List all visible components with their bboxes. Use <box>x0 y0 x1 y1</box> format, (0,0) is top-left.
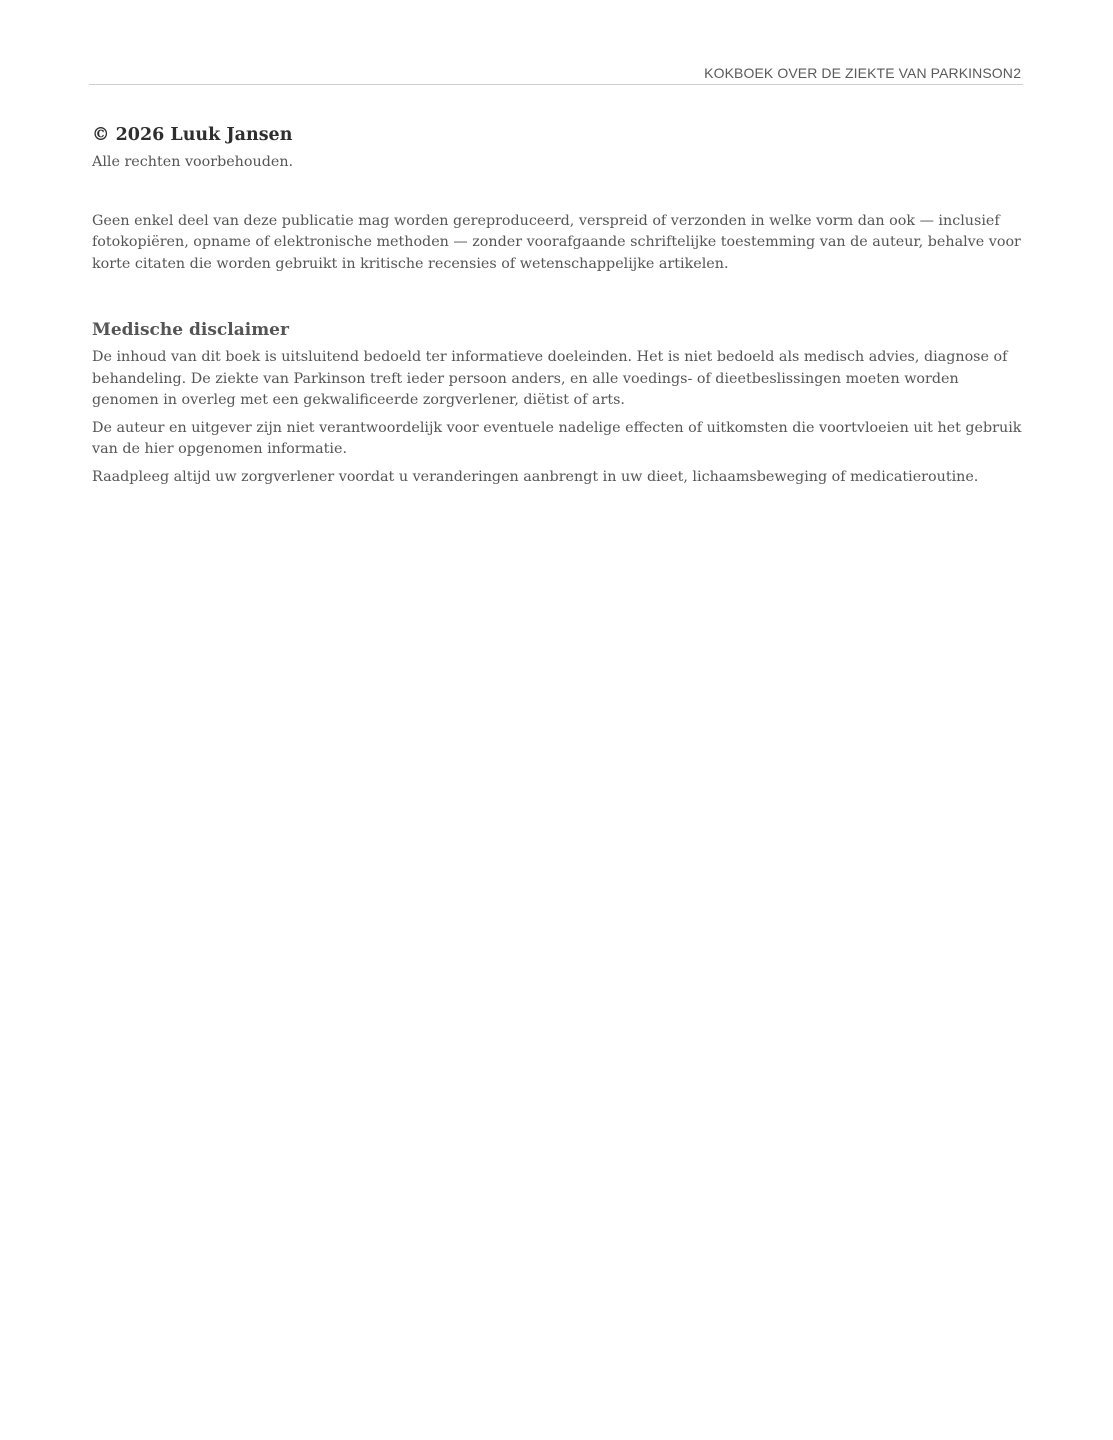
header-page-number: 2 <box>1013 65 1021 81</box>
running-header <box>89 60 1023 85</box>
disclaimer-paragraph: De inhoud van dit boek is uitsluitend bedoeld ter informatieve doeleinden. Het is niet bedoeld als medisch advies, diagnose of behandeling. De ziekte van Parkinson treft ieder persoon anders, en alle voedings- of dieetbeslissingen moeten worden genomen in overleg met een gekwalificeerde zorgverlener, diëtist of arts. <box>92 349 1008 408</box>
disclaimer-heading: Medische disclaimer <box>92 320 289 340</box>
rights-reserved-text: Alle rechten voorbehouden. <box>92 154 294 170</box>
disclaimer-paragraph: Raadpleeg altijd uw zorgverlener voordat u veranderingen aanbrengt in uw dieet, lichaamsbeweging of medicatieroutine. <box>92 468 979 485</box>
copyright-line: © 2026 Luuk Jansen <box>92 125 293 145</box>
disclaimer-paragraph: De auteur en uitgever zijn niet verantwoordelijk voor eventuele nadelige effecten of uitkomsten die voortvloeien uit het gebruik van de hier opgenomen informatie. <box>92 419 1022 457</box>
reproduction-notice: Geen enkel deel van deze publicatie mag worden gereproduceerd, verspreid of verzonden in welke vorm dan ook — inclusief fotokopiëren, opname of elektronische methoden — zonder voorafgaande schriftelijke toestemming van de auteur, behalve voor korte citaten die worden gebruikt in kritische recensies of wetenschappelijke artikelen. <box>92 212 1021 272</box>
header-book-title: KOKBOEK OVER DE ZIEKTE VAN PARKINSON <box>704 65 1013 81</box>
page-content <box>92 122 1022 488</box>
